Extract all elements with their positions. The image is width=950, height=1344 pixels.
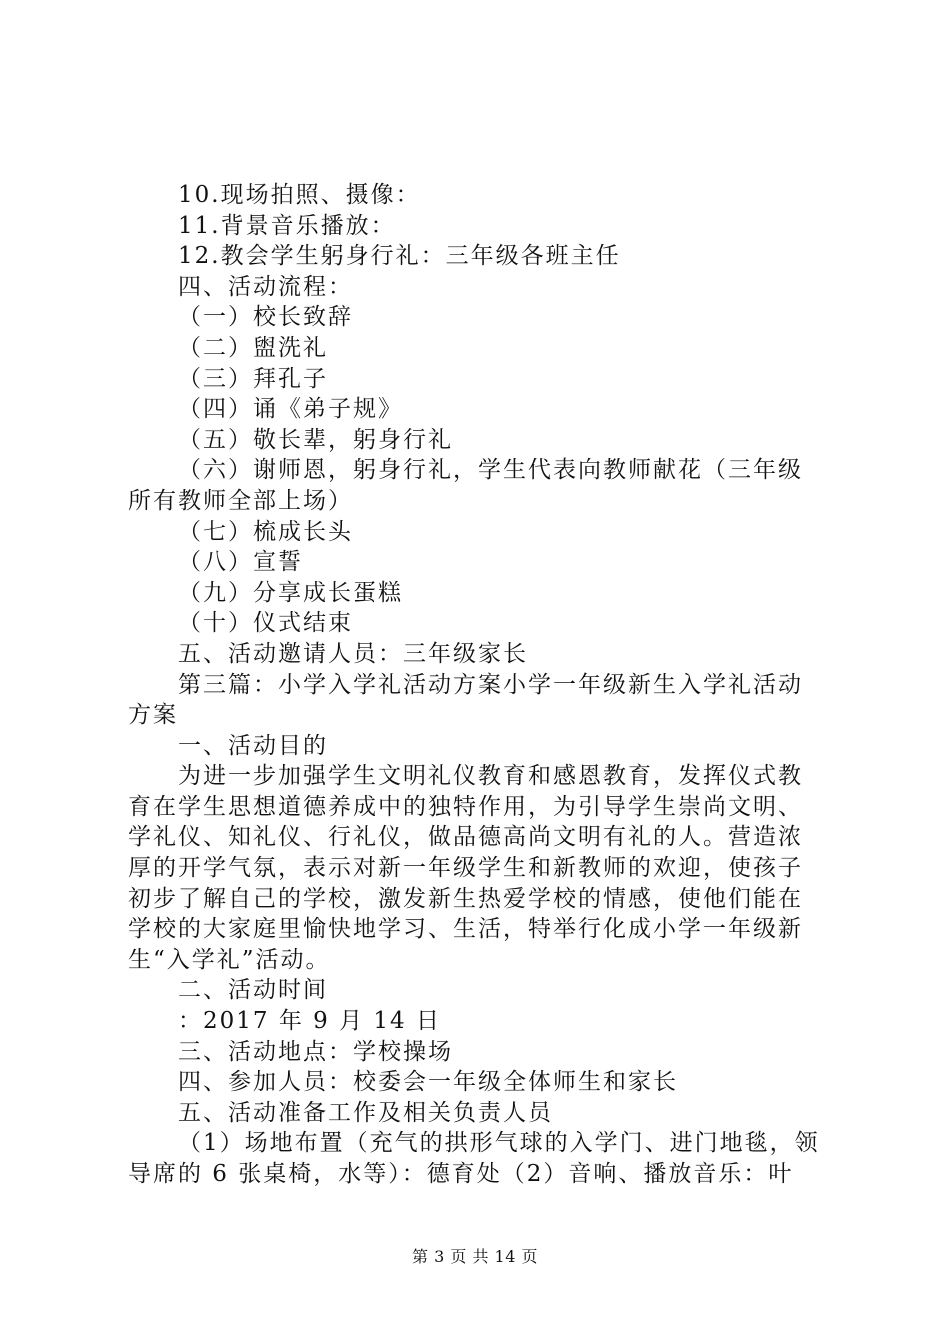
text-line: 学礼仪、知礼仪、行礼仪，做品德高尚文明有礼的人。营造浓: [128, 824, 803, 851]
text-line: 四、参加人员：校委会一年级全体师生和家长: [178, 1069, 678, 1096]
page-footer: 第 3 页 共 14 页: [412, 1247, 538, 1266]
text-line: （八）宣誓: [178, 549, 303, 576]
text-line: （六）谢师恩，躬身行礼，学生代表向教师献花（三年级: [178, 457, 803, 484]
text-line: 育在学生思想道德养成中的独特作用，为引导学生崇尚文明、: [128, 793, 803, 820]
text-line: 一、活动目的: [178, 732, 328, 759]
text-line: 三、活动地点：学校操场: [178, 1038, 453, 1065]
document-body: [128, 180, 836, 1190]
text-line: 第三篇：小学入学礼活动方案小学一年级新生入学礼活动: [178, 671, 803, 698]
text-line: 12.教会学生躬身行礼：三年级各班主任: [178, 243, 621, 270]
text-line: 五、活动邀请人员：三年级家长: [178, 640, 528, 667]
text-line: 四、活动流程：: [178, 273, 353, 300]
text-line: ：2017 年 9 月 14 日: [178, 1008, 441, 1035]
text-line: （十）仪式结束: [178, 610, 353, 637]
text-line: 导席的 6 张桌椅，水等）：德育处（2）音响、播放音乐：叶: [128, 1161, 794, 1187]
text-line: （二）盥洗礼: [178, 334, 328, 361]
text-line: 11.背景音乐播放：: [178, 212, 396, 239]
text-line: 学校的大家庭里愉快地学习、生活，特举行化成小学一年级新: [128, 916, 803, 943]
text-line: （1）场地布置（充气的拱形气球的入学门、进门地毯，领: [178, 1130, 820, 1157]
text-line: 二、活动时间: [178, 977, 328, 1004]
text-line: 方案: [128, 702, 178, 729]
text-line: 生“入学礼”活动。: [128, 946, 331, 973]
text-line: 厚的开学气氛，表示对新一年级学生和新教师的欢迎，使孩子: [128, 855, 803, 882]
text-line: 五、活动准备工作及相关负责人员: [178, 1099, 553, 1126]
text-line: （一）校长致辞: [178, 304, 353, 331]
text-line: （七）梳成长头: [178, 518, 353, 545]
text-line: 初步了解自己的学校，激发新生热爱学校的情感，使他们能在: [128, 885, 803, 912]
text-line: （四）诵《弟子规》: [178, 396, 403, 423]
text-line: 所有教师全部上场）: [128, 487, 353, 514]
text-line: （九）分享成长蛋糕: [178, 579, 403, 606]
text-line: 10.现场拍照、摄像：: [178, 182, 421, 208]
text-line: （三）拜孔子: [178, 365, 328, 392]
text-line: （五）敬长辈，躬身行礼: [178, 426, 453, 453]
text-line: 为进一步加强学生文明礼仪教育和感恩教育，发挥仪式教: [178, 763, 803, 790]
